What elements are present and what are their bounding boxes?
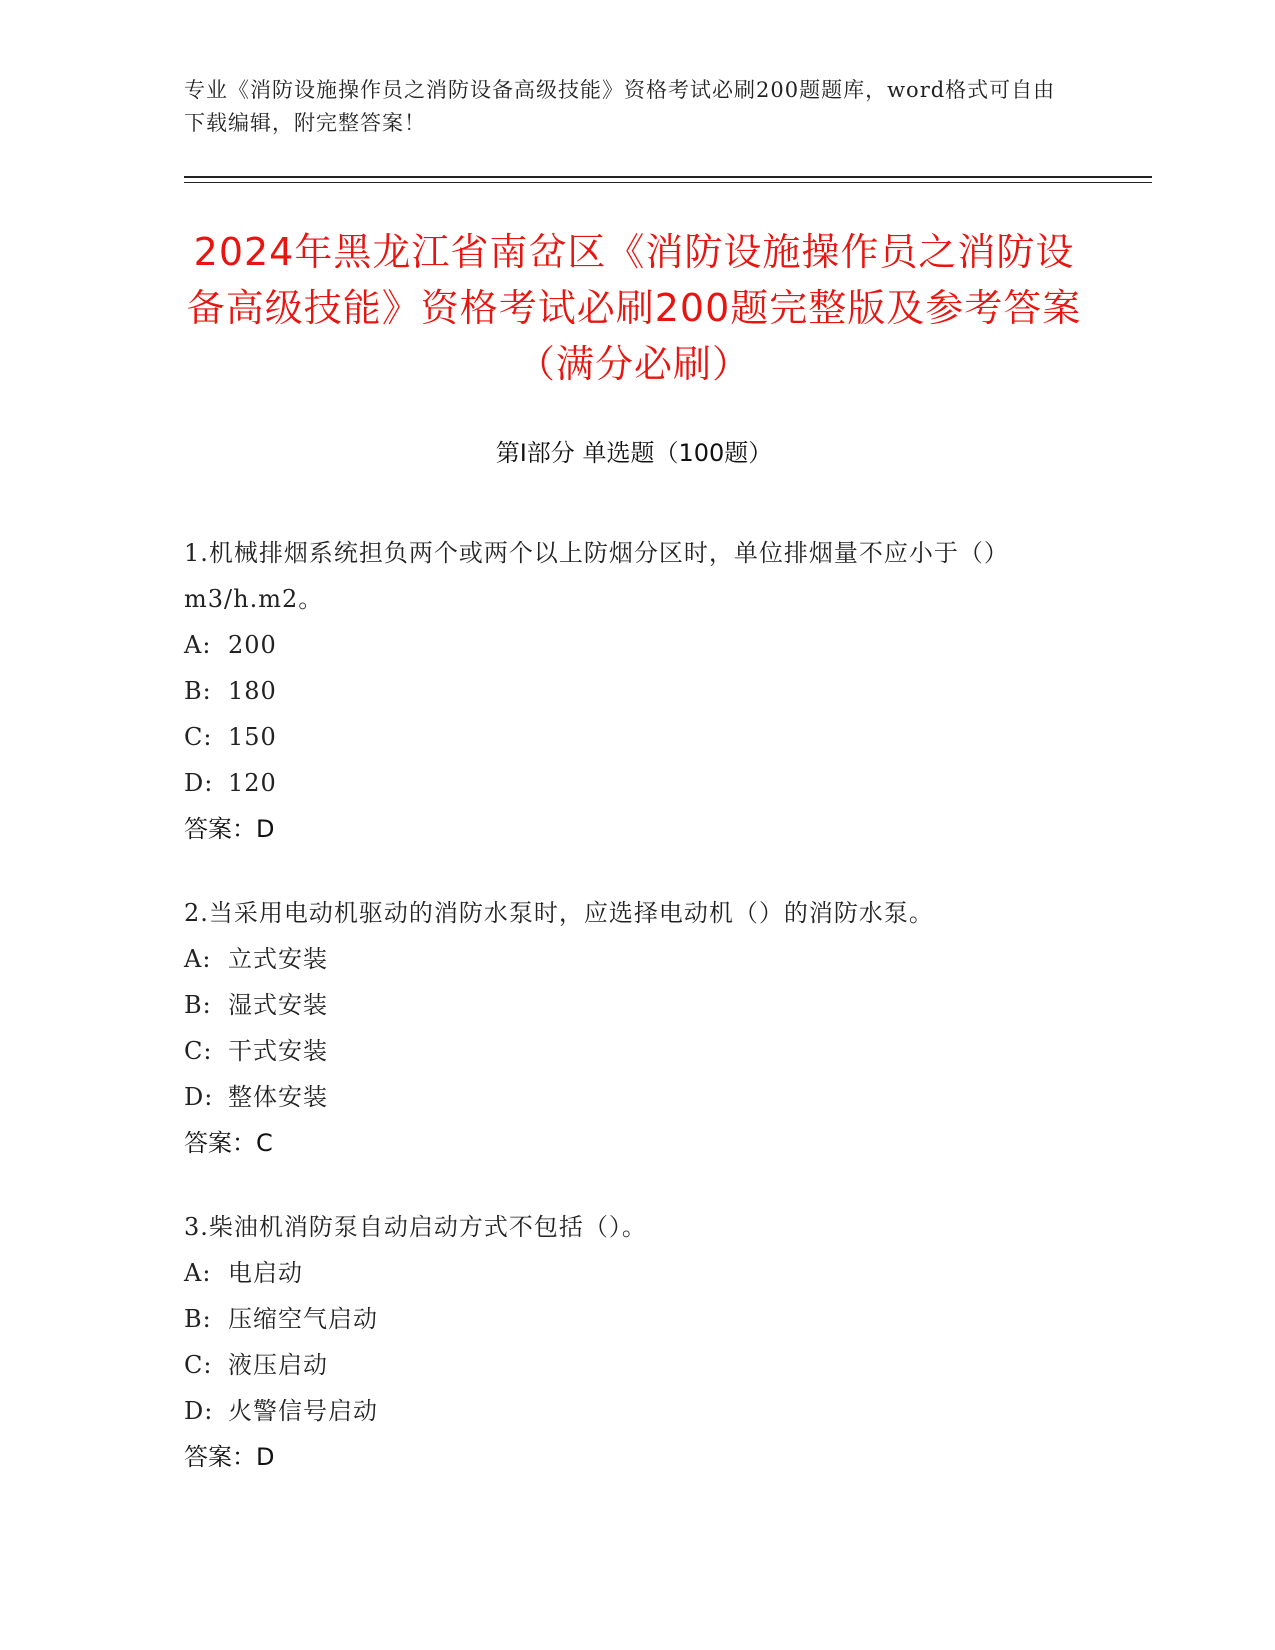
option-a [184, 622, 1064, 668]
document-title: 2024年黑龙江省南岔区《消防设施操作员之消防设备高级技能》资格考试必刷200题完整版及参考答案（满分必刷） [186, 230, 1082, 386]
option-letter: A: [184, 631, 212, 659]
option-letter: B: [184, 1305, 212, 1333]
option-letter: C: [184, 1037, 213, 1065]
option-letter: D: [184, 1397, 214, 1425]
option-letter: D: [184, 769, 214, 797]
option-c [184, 1342, 1064, 1388]
option-text: 液压启动 [228, 1351, 328, 1379]
answer-line: 答案：D [184, 815, 275, 843]
option-b [184, 982, 1064, 1028]
option-text: 180 [228, 677, 277, 705]
option-text: 火警信号启动 [228, 1397, 378, 1425]
answer-line: 答案：D [184, 1443, 275, 1471]
option-d [184, 1074, 1064, 1120]
question-stem: 2.当采用电动机驱动的消防水泵时，应选择电动机（）的消防水泵。 [184, 899, 934, 927]
question-stem: 3.柴油机消防泵自动启动方式不包括（）。 [184, 1213, 647, 1241]
option-text: 干式安装 [228, 1037, 328, 1065]
question-stem: 1.机械排烟系统担负两个或两个以上防烟分区时，单位排烟量不应小于（）m3/h.m2。 [184, 539, 1009, 613]
option-text: 120 [228, 769, 277, 797]
option-letter: A: [184, 1259, 212, 1287]
option-letter: A: [184, 945, 212, 973]
option-text: 200 [228, 631, 277, 659]
option-text: 150 [228, 723, 277, 751]
option-a [184, 936, 1064, 982]
answer-line: 答案：C [184, 1129, 273, 1157]
option-text: 整体安装 [228, 1083, 328, 1111]
option-c [184, 1028, 1064, 1074]
option-d [184, 760, 1064, 806]
option-b [184, 668, 1064, 714]
header-divider-thin [184, 182, 1152, 183]
option-text: 压缩空气启动 [228, 1305, 378, 1333]
section-title: 第I部分 单选题（100题） [495, 439, 773, 467]
option-text: 电启动 [228, 1259, 303, 1287]
option-letter: B: [184, 991, 212, 1019]
option-text: 湿式安装 [228, 991, 328, 1019]
option-letter: C: [184, 723, 213, 751]
question-1 [184, 530, 1064, 852]
header-divider-thick [184, 176, 1152, 178]
option-letter: B: [184, 677, 212, 705]
option-a [184, 1250, 1064, 1296]
question-2 [184, 890, 1064, 1166]
option-letter: C: [184, 1351, 213, 1379]
option-d [184, 1388, 1064, 1434]
option-letter: D: [184, 1083, 214, 1111]
question-3 [184, 1204, 1064, 1480]
header-note: 专业《消防设施操作员之消防设备高级技能》资格考试必刷200题题库，word格式可自由下载编辑，附完整答案！ [184, 78, 1056, 135]
option-text: 立式安装 [228, 945, 328, 973]
option-b [184, 1296, 1064, 1342]
question-list [184, 530, 1064, 1518]
option-c [184, 714, 1064, 760]
